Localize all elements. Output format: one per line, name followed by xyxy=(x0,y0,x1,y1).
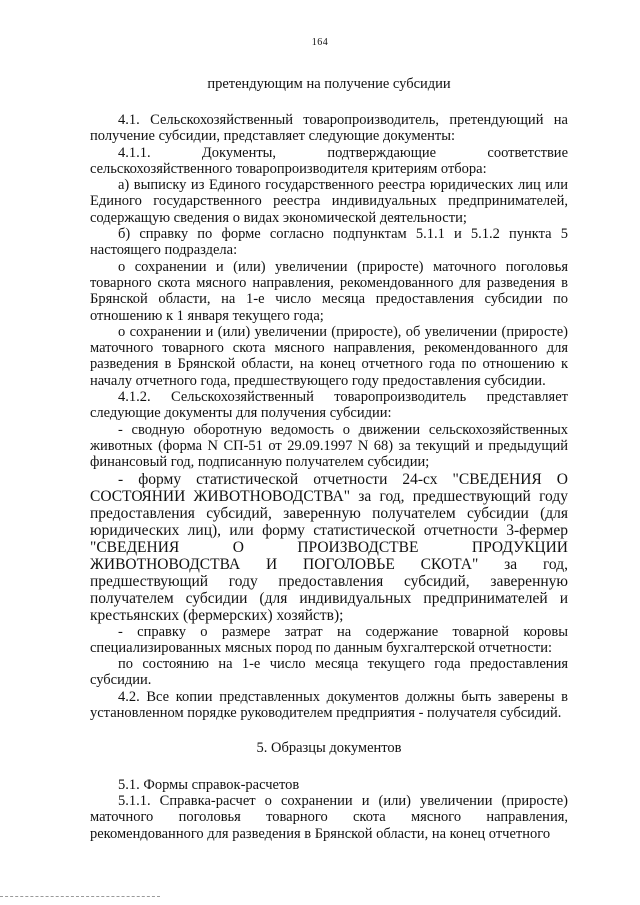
paragraph-sub-2: о сохранении и (или) увеличении (приросте), об увеличении (приросте) маточного товарного скота мясного направления, рекомендованного для разведения в Брянской области, на конец отчетного года по отношению к началу отчетного года, предшествующего году предоставления субсидии. xyxy=(90,323,568,389)
paragraph-5-1-1: 5.1.1. Справка-расчет о сохранении и (или) увеличении (приросте) маточного поголовья товарного скота мясного направления, рекомендованного для разведения в Брянской области, на конец отчетного xyxy=(90,792,568,842)
page-number: 164 xyxy=(311,37,329,48)
paragraph-4-2: 4.2. Все копии представленных документов должны быть заверены в установленном порядке руководителем предприятия - получателя субсидий. xyxy=(90,688,568,722)
footer-divider xyxy=(0,896,160,898)
paragraph-dash-2: - форму статистической отчетности 24-сх "СВЕДЕНИЯ О СОСТОЯНИИ ЖИВОТНОВОДСТВА" за год, предшествующий году предоставления субсидий, заверенную получателем субсидии (для юридических лиц), или форму статистической отчетности 3-фермер "СВЕДЕНИЯ О ПРОИЗВОДСТВЕ ПРОДУКЦИИ ЖИВОТНОВОДСТВА И ПОГОЛОВЬЕ СКОТА" за год, предшествующий году предоставления субсидий, заверенную получателем субсидии (для индивидуальных предпринимателей и крестьянских (фермерских) хозяйств); xyxy=(90,470,568,624)
paragraph-4-1-2: 4.1.2. Сельскохозяйственный товаропроизводитель представляет следующие документы для получения субсидии: xyxy=(90,389,568,422)
paragraph-4-1: 4.1. Сельскохозяйственный товаропроизводитель, претендующий на получение субсидии, представляет следующие документы: xyxy=(90,112,568,145)
paragraph-5-1: 5.1. Формы справок-расчетов xyxy=(118,776,300,793)
paragraph-dash-1: - сводную оборотную ведомость о движении сельскохозяйственных животных (форма N СП-51 от 29.09.1997 N 68) за текущий и предыдущий финансовый год, подписанную получателем субсидии; xyxy=(90,421,568,471)
paragraph-b: б) справку по форме согласно подпунктам 5.1.1 и 5.1.2 пункта 5 настоящего подраздела: xyxy=(90,226,568,259)
paragraph-dash-3: - справку о размере затрат на содержание товарной коровы специализированных мясных пород по данным бухгалтерской отчетности: xyxy=(90,623,568,656)
paragraph-sub-1: о сохранении и (или) увеличении (приросте) маточного поголовья товарного скота мясного направления, рекомендованного для разведения в Брянской области, на 1-е число месяца предоставления субсидии по отношению к 1 января текущего года; xyxy=(90,258,568,324)
paragraph-state: по состоянию на 1-е число месяца текущего года предоставления субсидии. xyxy=(90,656,568,689)
section-title: 5. Образцы документов xyxy=(256,740,402,757)
document-body xyxy=(90,112,568,842)
section-heading: претендующим на получение субсидии xyxy=(207,76,451,92)
paragraph-4-1-1: 4.1.1. Документы, подтверждающие соответствие сельскохозяйственного товаропроизводителя критериям отбора: xyxy=(90,144,568,177)
paragraph-a: а) выписку из Единого государственного реестра юридических лиц или Единого государственного реестра индивидуальных предпринимателей, содержащую сведения о видах экономической деятельности; xyxy=(90,177,568,226)
